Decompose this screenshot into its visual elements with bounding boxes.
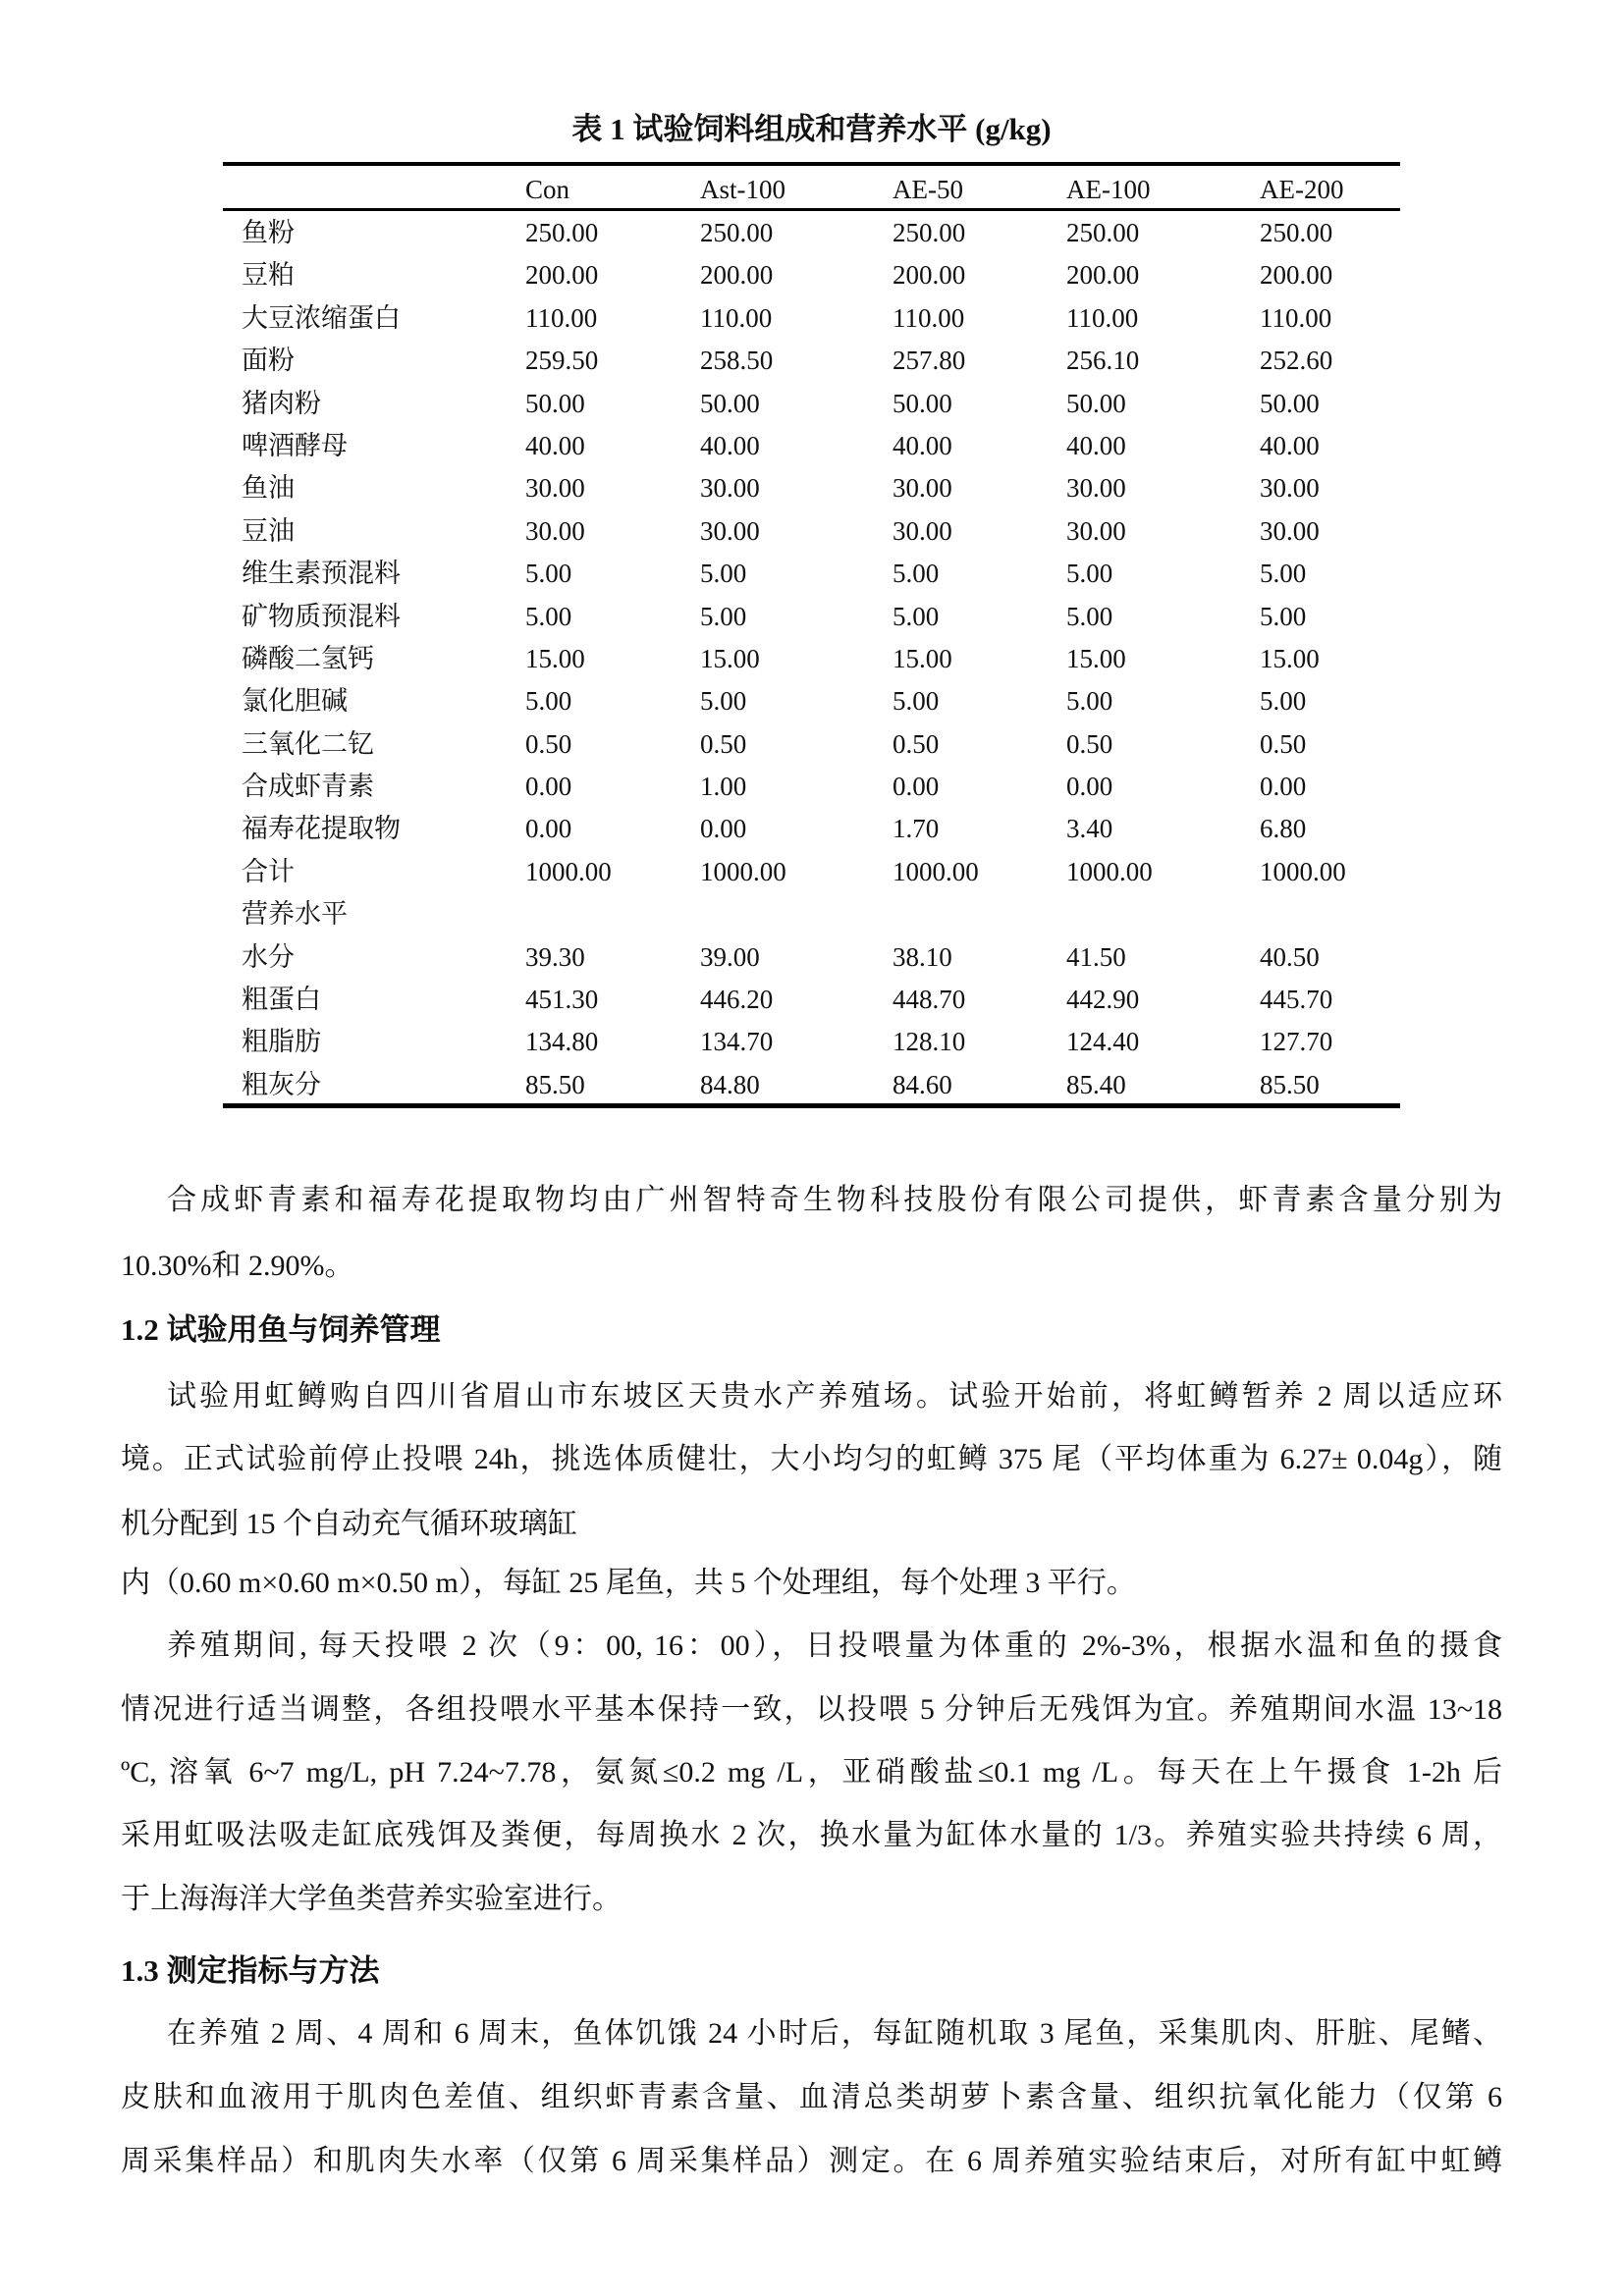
table-cell: 50.00	[1066, 388, 1126, 418]
table-row	[223, 851, 1400, 893]
table-cell: 3.40	[1066, 814, 1113, 844]
section-heading-1-3: 1.3 测定指标与方法	[121, 1953, 380, 1988]
table-cell: 40.00	[1260, 430, 1320, 460]
table-header-rule	[223, 208, 1400, 211]
paragraph-line: 皮肤和血液用于肌肉色差值、组织虾青素含量、血清总类胡萝卜素含量、组织抗氧化能力（仅第 6	[121, 2081, 1502, 2113]
table-cell: 110.00	[525, 302, 598, 333]
table-row	[223, 254, 1400, 296]
row-label: 合成虾青素	[242, 772, 374, 802]
table-cell: 0.50	[525, 728, 572, 759]
table-cell: 30.00	[525, 473, 585, 504]
table-cell: 5.00	[700, 601, 747, 631]
row-label: 猪肉粉	[242, 388, 321, 418]
table-row	[223, 510, 1400, 553]
table-row	[223, 596, 1400, 638]
table-row	[223, 1064, 1400, 1106]
row-label: 豆粕	[242, 260, 295, 291]
table-cell: 84.60	[893, 1069, 952, 1099]
table-row	[223, 467, 1400, 509]
paragraph-line: 机分配到 15 个自动充气循环玻璃缸	[121, 1508, 577, 1540]
table-cell: 1000.00	[1260, 856, 1346, 886]
row-label: 磷酸二氢钙	[242, 643, 374, 673]
table-cell: 5.00	[525, 686, 572, 717]
table-cell: 15.00	[1260, 643, 1320, 673]
table-cell: 134.80	[525, 1027, 599, 1057]
table-cell: 5.00	[700, 686, 747, 717]
table-cell: 0.00	[525, 814, 572, 844]
table-row	[223, 723, 1400, 766]
table-cell: 50.00	[700, 388, 760, 418]
table-cell: 40.00	[700, 430, 760, 460]
table-row	[223, 638, 1400, 680]
table-cell: 1.00	[700, 772, 747, 802]
paragraph-line: 情况进行适当调整，各组投喂水平基本保持一致，以投喂 5 分钟后无残饵为宜。养殖期间水温 13~18	[121, 1693, 1502, 1726]
table-cell: 259.50	[525, 346, 599, 376]
paragraph-line: 养殖期间, 每天投喂 2 次（9：00, 16：00），日投喂量为体重的 2%-3%，根据水温和鱼的摄食	[167, 1629, 1502, 1662]
table-cell: 39.00	[700, 941, 760, 972]
table-row	[223, 979, 1400, 1021]
paragraph-line: 10.30%和 2.90%。	[121, 1250, 354, 1282]
table-cell: 250.00	[700, 218, 774, 247]
table-cell: 50.00	[525, 388, 585, 418]
section-heading-1-2: 1.2 试验用鱼与饲养管理	[121, 1312, 441, 1347]
diet-composition-table	[223, 0, 1400, 1119]
table-cell: 128.10	[893, 1027, 966, 1057]
table-cell: 40.00	[1066, 430, 1126, 460]
table-cell: 84.80	[700, 1069, 760, 1099]
table-cell: 256.10	[1066, 346, 1140, 376]
table-cell: 1000.00	[700, 856, 786, 886]
table-cell: 0.00	[700, 814, 747, 844]
table-cell: 40.50	[1260, 941, 1320, 972]
table-cell: 15.00	[893, 643, 952, 673]
table-cell: 30.00	[1260, 473, 1320, 504]
table-body	[223, 212, 1400, 1106]
table-cell: 30.00	[893, 473, 952, 504]
table-row	[223, 1021, 1400, 1063]
table-cell: 40.00	[893, 430, 952, 460]
table-cell: 85.40	[1066, 1069, 1126, 1099]
table-cell: 110.00	[700, 302, 773, 333]
row-label: 福寿花提取物	[242, 814, 401, 844]
table-cell: 250.00	[1260, 218, 1333, 247]
paragraph-line: 合成虾青素和福寿花提取物均由广州智特奇生物科技股份有限公司提供，虾青素含量分别为	[167, 1184, 1502, 1216]
table-cell: 1000.00	[525, 856, 612, 886]
table-cell: 15.00	[1066, 643, 1126, 673]
table-cell: 442.90	[1066, 985, 1140, 1015]
table-cell: 30.00	[1066, 473, 1126, 504]
row-label: 维生素预混料	[242, 559, 401, 589]
table-header-row	[223, 170, 1400, 209]
table-row	[223, 553, 1400, 595]
table-cell: 30.00	[525, 515, 585, 546]
table-cell: 40.00	[525, 430, 585, 460]
paragraph-line: 境。正式试验前停止投喂 24h，挑选体质健壮，大小均匀的虹鳟 375 尾（平均体重为 6.27± 0.04g），随	[121, 1443, 1502, 1475]
table-cell: 38.10	[893, 941, 952, 972]
table-cell: 124.40	[1066, 1027, 1140, 1057]
table-top-rule	[223, 162, 1400, 166]
table-cell: 451.30	[525, 985, 599, 1015]
column-header-ae-100: AE-100	[1066, 175, 1151, 204]
paragraph-line: 试验用虹鳟购自四川省眉山市东坡区天贵水产养殖场。试验开始前，将虹鳟暂养 2 周以适应环	[167, 1380, 1502, 1413]
table-cell: 5.00	[893, 686, 940, 717]
table-cell: 0.50	[1260, 728, 1307, 759]
table-cell: 5.00	[700, 559, 747, 589]
table-cell: 5.00	[1260, 601, 1307, 631]
table-cell: 200.00	[1066, 260, 1140, 291]
table-row	[223, 680, 1400, 722]
table-cell: 5.00	[1066, 686, 1113, 717]
table-cell: 110.00	[893, 302, 965, 333]
table-cell: 39.30	[525, 941, 585, 972]
table-cell: 200.00	[525, 260, 599, 291]
table-cell: 5.00	[1066, 601, 1113, 631]
paragraph-line: 内（0.60 m×0.60 m×0.50 m），每缸 25 尾鱼，共 5 个处理组，每个处理 3 平行。	[121, 1567, 1136, 1599]
table-cell: 200.00	[1260, 260, 1333, 291]
table-cell: 50.00	[1260, 388, 1320, 418]
table-cell: 200.00	[700, 260, 774, 291]
table-cell: 200.00	[893, 260, 966, 291]
row-label: 鱼粉	[242, 218, 295, 247]
table-cell: 0.50	[700, 728, 747, 759]
table-cell: 250.00	[893, 218, 966, 247]
paragraph-line: ºC, 溶氧 6~7 mg/L, pH 7.24~7.78，氨氮≤0.2 mg /L，亚硝酸盐≤0.1 mg /L。每天在上午摄食 1-2h 后	[121, 1756, 1502, 1789]
row-label: 合计	[242, 856, 295, 886]
table-cell: 0.50	[1066, 728, 1113, 759]
table-cell: 1.70	[893, 814, 940, 844]
table-cell: 5.00	[1260, 559, 1307, 589]
table-cell: 0.00	[893, 772, 940, 802]
table-cell: 0.50	[893, 728, 940, 759]
table-row	[223, 340, 1400, 382]
table-cell: 5.00	[525, 601, 572, 631]
table-cell: 15.00	[525, 643, 585, 673]
table-cell: 1000.00	[1066, 856, 1153, 886]
table-cell: 445.70	[1260, 985, 1333, 1015]
table-row	[223, 893, 1400, 935]
table-cell: 446.20	[700, 985, 774, 1015]
column-header-ae-200: AE-200	[1260, 175, 1344, 204]
table-bottom-rule	[223, 1103, 1400, 1108]
table-cell: 5.00	[1066, 559, 1113, 589]
table-cell: 257.80	[893, 346, 966, 376]
row-label: 豆油	[242, 515, 295, 546]
table-cell: 30.00	[1066, 515, 1126, 546]
row-label: 粗灰分	[242, 1069, 321, 1099]
table-cell: 5.00	[893, 559, 940, 589]
table-row	[223, 383, 1400, 425]
column-header-ast-100: Ast-100	[700, 175, 785, 204]
table-row	[223, 808, 1400, 850]
table-cell: 250.00	[1066, 218, 1140, 247]
row-label: 粗脂肪	[242, 1027, 321, 1057]
table-cell: 0.00	[1260, 772, 1307, 802]
column-header-con: Con	[525, 175, 570, 204]
table-cell: 30.00	[700, 515, 760, 546]
table-cell: 41.50	[1066, 941, 1126, 972]
table-cell: 30.00	[893, 515, 952, 546]
row-label: 水分	[242, 941, 295, 972]
table-cell: 134.70	[700, 1027, 774, 1057]
table-cell: 258.50	[700, 346, 774, 376]
paragraph-line: 于上海海洋大学鱼类营养实验室进行。	[121, 1883, 622, 1915]
row-label: 大豆浓缩蛋白	[242, 302, 401, 333]
table-title: 表 1 试验饲料组成和营养水平 (g/kg)	[571, 112, 1052, 146]
table-cell: 50.00	[893, 388, 952, 418]
row-label: 粗蛋白	[242, 985, 321, 1015]
column-header-ae-50: AE-50	[893, 175, 963, 204]
paragraph-line: 在养殖 2 周、4 周和 6 周末，鱼体饥饿 24 小时后，每缸随机取 3 尾鱼，采集肌肉、肝脏、尾鳍、	[167, 2017, 1502, 2050]
table-cell: 15.00	[700, 643, 760, 673]
table-cell: 5.00	[1260, 686, 1307, 717]
table-cell: 110.00	[1260, 302, 1332, 333]
paragraph-line: 采用虹吸法吸走缸底残饵及粪便，每周换水 2 次，换水量为缸体水量的 1/3。养殖实验共持续 6 周，	[121, 1819, 1502, 1851]
table-cell: 448.70	[893, 985, 966, 1015]
row-label: 鱼油	[242, 473, 295, 504]
table-cell: 1000.00	[893, 856, 979, 886]
table-cell: 5.00	[893, 601, 940, 631]
table-cell: 110.00	[1066, 302, 1139, 333]
row-label: 氯化胆碱	[242, 686, 348, 717]
table-row	[223, 936, 1400, 979]
row-label: 三氧化二钇	[242, 728, 374, 759]
row-label: 啤酒酵母	[242, 430, 348, 460]
table-cell: 85.50	[525, 1069, 585, 1099]
table-cell: 30.00	[700, 473, 760, 504]
table-row	[223, 766, 1400, 808]
table-cell: 30.00	[1260, 515, 1320, 546]
table-row	[223, 212, 1400, 254]
table-cell: 0.00	[525, 772, 572, 802]
table-cell: 252.60	[1260, 346, 1333, 376]
table-cell: 250.00	[525, 218, 599, 247]
paragraph-line: 周采集样品）和肌肉失水率（仅第 6 周采集样品）测定。在 6 周养殖实验结束后，对所有缸中虹鳟	[121, 2145, 1502, 2177]
table-cell: 5.00	[525, 559, 572, 589]
table-row	[223, 425, 1400, 467]
table-row	[223, 297, 1400, 340]
row-label: 矿物质预混料	[242, 601, 401, 631]
table-cell: 85.50	[1260, 1069, 1320, 1099]
row-label: 面粉	[242, 346, 295, 376]
table-cell: 6.80	[1260, 814, 1307, 844]
table-cell: 0.00	[1066, 772, 1113, 802]
table-cell: 127.70	[1260, 1027, 1333, 1057]
row-label: 营养水平	[242, 899, 348, 930]
